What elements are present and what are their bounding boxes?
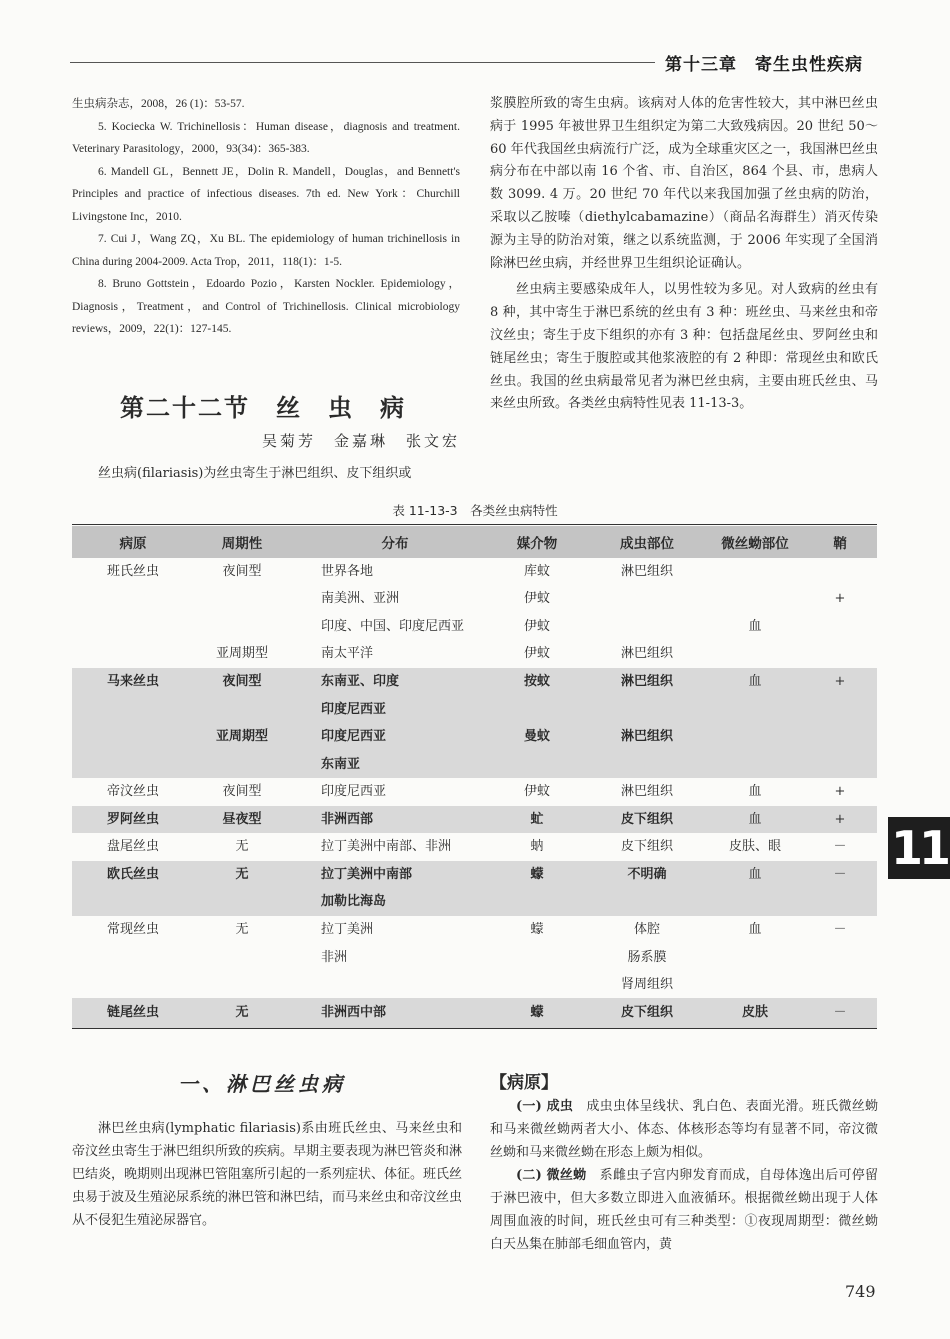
table-cell: 皮下组织 [620,1005,674,1020]
chapter-tab: 11 [888,817,950,879]
table-cell: 无 [235,867,249,882]
paragraph: 丝虫病主要感染成年人，以男性较为多见。对人致病的丝虫有 8 种，其中寄生于淋巴系统的丝虫有 3 种：班丝虫、马来丝虫和帝汶丝虫；寄生于皮下组织的亦有 3 种：包括盘尾丝虫、罗阿丝虫和链尾丝虫；寄生于腹腔或其他浆液腔的有 2 种即：常现丝虫和欧氏丝虫。我国的丝虫病最常见者为淋巴丝虫病，主要由班氏丝虫、马来丝虫所致。各类丝虫病特性见表 11-13-3。 [490,282,878,412]
table-cell: － [833,839,847,854]
table-cell: 肾周组织 [620,977,674,992]
paragraph: 系雌虫子宫内卵发育而成，自母体逸出后可停留于淋巴液中，但大多数立即进入血液循环。根据微丝蚴出现于人体周围血液的时间，班氏丝虫可有三种类型：①夜现周期型：微丝蚴白天丛集在肺部毛细血管内，黄 [490,1168,878,1252]
table-cell: 伊蚊 [523,619,551,634]
table-cell: 血 [748,922,762,937]
table-cell: 伊蚊 [523,784,551,799]
table-caption: 表 11-13-3 各类丝虫病特性 [392,503,558,518]
table-cell: 皮下组织 [620,812,674,827]
table-cell: 体腔 [633,922,661,937]
table-cell: 印度尼西亚 [321,729,387,744]
table-cell: 南太平洋 [321,646,374,661]
paragraph: 淋巴丝虫病(lymphatic filariasis)系由班氏丝虫、马来丝虫和帝汶丝虫寄生于淋巴组织所致的疾病。早期主要表现为淋巴管炎和淋巴结炎，晚期则出现淋巴管阻塞所引起的一系列症状、体征。班氏丝虫易于波及生殖泌尿系统的淋巴管和淋巴结，而马来丝虫和帝汶丝虫从不侵犯生殖泌尿器官。 [72,1121,463,1228]
table-header-cell: 分布 [381,536,409,552]
table-bottom-rule [72,1028,877,1029]
table-cell: － [833,867,847,882]
reference-item: 生虫病杂志，2008，26 (1)：53-57. [72,98,245,110]
table-cell: 拉丁美洲 [321,922,374,937]
table-header-cell: 病原 [119,536,147,552]
table-cell: 世界各地 [321,564,374,579]
table-cell: 亚周期型 [215,729,269,744]
table-cell: 皮下组织 [620,839,674,854]
table-cell: 夜间型 [222,674,262,689]
table-cell: 南美洲、亚洲 [321,591,400,606]
subsection-body [72,1117,462,1232]
table-cell: 欧氏丝虫 [106,867,160,882]
table-cell: 亚周期型 [215,646,269,661]
table-cell: 血 [748,812,762,827]
table-cell: 淋巴组织 [620,674,674,689]
table-cell: + [834,674,846,689]
table-cell: 淋巴组织 [620,729,674,744]
table-cell: 马来丝虫 [106,674,160,689]
table-cell: 淋巴组织 [620,646,674,661]
page-number: 749 [845,1282,876,1301]
table-cell: 昼夜型 [222,812,262,827]
table-cell: + [834,784,846,799]
paragraph: 浆膜腔所致的寄生虫病。该病对人体的危害性较大，其中淋巴丝虫病于 1995 年被世界卫生组织定为第二大致残病因。20 世纪 50～60 年代我国丝虫病流行广泛，成为全球重灾区之一，我国淋巴丝虫病分布在中部以南 16 个省、市、自治区，864 个县、市，患病人数 3099. 4 万。20 世纪 70 年代以来我国加强了丝虫病的防治，采取以乙胺嗪（diethylcabamazine）（商品名海群生）消灭传染源为主导的防治对策，继之以系统监测，于 2006 年实现了全国消除淋巴丝虫病，并经世界卫生组织论证确认。 [490,96,878,271]
reference-list [72,93,460,341]
header-rule [70,62,655,63]
table-cell: 不明确 [627,867,667,882]
table-cell: 印度尼西亚 [321,784,387,799]
table-cell: 非洲西部 [321,812,374,827]
subsection-title: 一、淋巴丝虫病 [178,1072,346,1096]
table-cell: 蚋 [530,839,544,854]
table-cell: 印度尼西亚 [321,702,387,717]
table-cell: 库蚊 [523,564,551,579]
table-header-cell: 周期性 [221,536,263,552]
table-cell: 加勒比海岛 [321,894,387,909]
table-cell: 淋巴组织 [620,784,674,799]
table-header-cell: 鞘 [833,536,847,552]
table-cell: 皮肤、眼 [728,839,782,854]
table-cell: 按蚊 [523,674,551,689]
paragraph: 成虫虫体呈线状、乳白色、表面光滑。班氏微丝蚴和马来微丝蚴两者大小、体态、体核形态等均有显著不同，帝汶微丝蚴和马来微丝蚴在形态上颇为相似。 [490,1099,878,1160]
table-cell: 血 [748,619,762,634]
table-cell: 无 [235,839,249,854]
table-cell: + [834,591,846,606]
table-cell: + [834,812,846,827]
table-cell: 伊蚊 [523,591,551,606]
table-top-rule [72,524,877,525]
reference-item: 5. Kociecka W. Trichinellosis：Human disease，diagnosis and treatment. Veterinary Parasitology，2000，93(34)：365-383. [72,120,460,155]
table-cell: 蠓 [530,922,544,937]
table-cell: 无 [235,922,249,937]
table-cell: 东南亚 [321,757,361,772]
table-cell: 伊蚊 [523,646,551,661]
intro-line: 丝虫病(filariasis)为丝虫寄生于淋巴组织、皮下组织或 [98,466,412,481]
pathogen-body [490,1095,878,1256]
table-cell: 无 [235,1005,249,1020]
table-cell: 班氏丝虫 [106,564,160,579]
table-cell: 肠系膜 [627,950,667,965]
reference-item: 7. Cui J，Wang ZQ，Xu BL. The epidemiology of human trichinellosis in China during 2004-2009. Acta Trop，2011，118(1)：1-5. [72,233,460,268]
table-cell: 夜间型 [222,784,262,799]
reference-item: 8. Bruno Gottstein，Edoardo Pozio，Karsten Nockler. Epidemiology，Diagnosis，Treatment，and Control of Trichinellosis. Clinical microbiology reviews，2009，22(1)：127-145. [72,278,460,335]
table-cell: 淋巴组织 [620,564,674,579]
table-cell: － [833,1005,847,1020]
table-cell: 帝汶丝虫 [106,784,160,799]
paragraph-label: (二) 微丝蚴 [516,1168,587,1183]
chapter-title: 第十三章 寄生虫性疾病 [665,55,863,75]
table-cell: 非洲西中部 [321,1005,387,1020]
table-cell: 盘尾丝虫 [106,839,160,854]
section-title: 第二十二节 丝 虫 病 [120,393,406,422]
table-cell: 东南亚、印度 [321,674,400,689]
table-cell: 血 [748,674,762,689]
reference-item: 6. Mandell GL，Bennett JE，Dolin R. Mandell，Douglas，and Bennett's Principles and practice of infectious diseases. 7th ed. New York：Churchill Livingstone Inc，2010. [72,165,460,223]
table-cell: 印度、中国、印度尼西亚 [321,619,465,634]
table-cell: － [833,922,847,937]
table-cell: 蠓 [530,867,544,882]
table-cell: 虻 [530,812,544,827]
table-cell: 罗阿丝虫 [106,812,160,827]
right-column [490,93,878,416]
authors: 吴菊芳 金嘉琳 张文宏 [262,432,461,450]
table-cell: 常现丝虫 [106,922,160,937]
table-cell: 血 [748,867,762,882]
table-cell: 曼蚊 [523,729,551,744]
table-cell: 夜间型 [222,564,262,579]
table-cell: 链尾丝虫 [106,1005,160,1020]
table-cell: 血 [748,784,762,799]
table-cell: 拉丁美洲中南部 [321,867,413,882]
table-cell: 非洲 [321,950,348,965]
table-header-cell: 成虫部位 [620,536,674,552]
table-cell: 皮肤 [741,1005,769,1020]
table-header-cell: 媒介物 [516,536,558,552]
table-cell: 拉丁美洲中南部、非洲 [321,839,452,854]
pathogen-heading: 【病原】 [490,1073,558,1093]
table-header-cell: 微丝蚴部位 [721,536,789,552]
table-cell: 蠓 [530,1005,544,1020]
paragraph-label: (一) 成虫 [516,1099,574,1114]
